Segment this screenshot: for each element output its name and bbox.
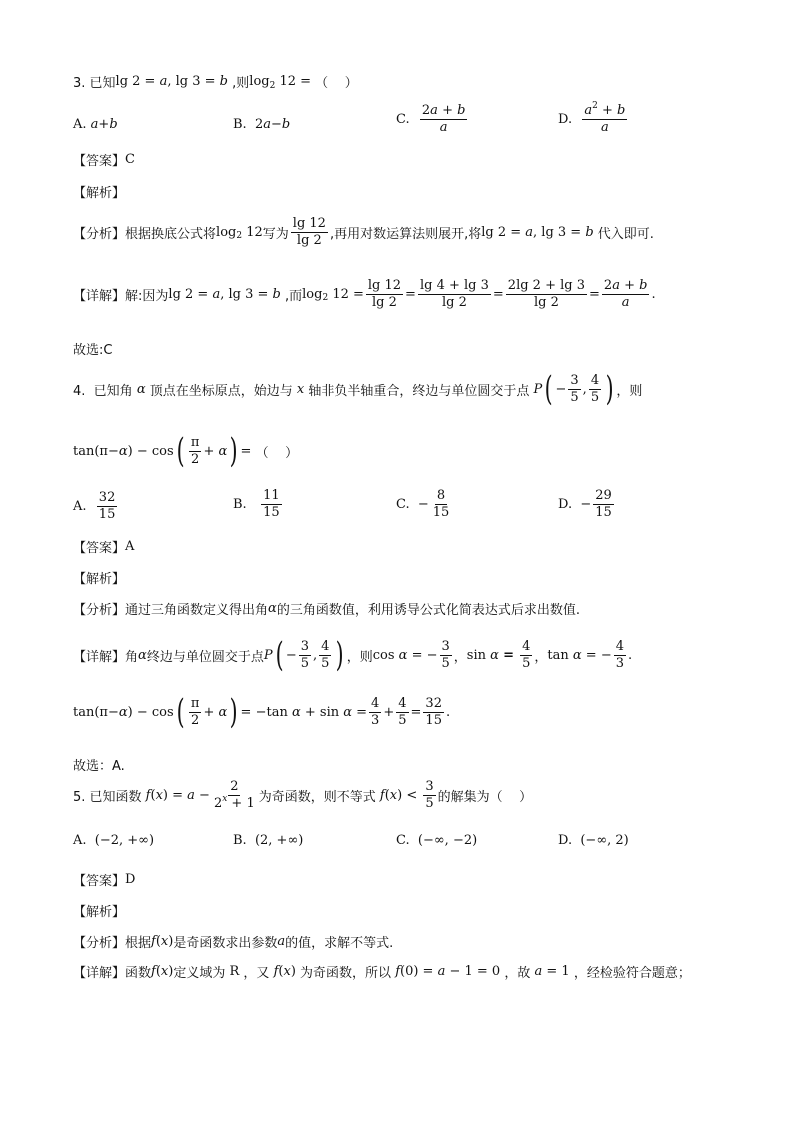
q3-option-b: B. 2 a − b [233,117,291,132]
q3-detail: 【详解】 解:因为 lg 2 = a , lg 3 = b ,而 log 2 12 = $\frac{\lg 12}{\lg 2}$ = $\frac{\lg 4 + \lg 3}{\lg 2}$ = $\frac{2\lg 2 + \lg 3}{\lg 2}$ = $\frac{2a + b}{a}$ . [73,278,656,310]
q5-option-d: D. (−∞, 2) [558,833,629,848]
q5-analysis: 【分析】 根据 f ( x ) 是奇函数求出参数 a 的值，求解不等式. [73,934,394,951]
q4-analysis: 【分析】 通过三角函数定义得出角 α 的三角函数值，利用诱导公式化简表达式后求出数值. [73,601,580,618]
q5-option-c: C. (−∞, −2) [396,833,478,848]
q5-analysis-tag: 【解析】 [73,905,126,920]
q3-option-a: A. a + b [73,117,118,132]
q3-answer [73,150,135,169]
q5-answer: 【答案】 D [73,872,136,889]
q4-detail-line1: 【详解】 角 α 终边与单位圆交于点 P ( − $\frac{3}{5}$ , $\frac{4}{5}$ ) ，则 cos α = − $\frac{3}{5}$ ， sin α = $\frac{4}{5}$ ， tan α = − $\frac{4}{3}$ . [73,635,633,675]
q5-stem: 5. 已知函数 f ( x ) = a − $\frac{2}{2^x + 1}$ 为奇函数，则不等式 f ( x ) < $\frac{3}{5}$ 的解集为（ ） [73,779,533,811]
q4-option-b: B. $\frac{11}{15}$ [233,488,280,520]
q3-choice: 故选:C [73,343,113,358]
q5-detail: 【详解】 函数 f ( x ) 定义域为 R ，又 f ( x ) 为奇函数，所以 f (0) = a − 1 = 0 ，故 a = 1 ，经检验符合题意； [73,964,691,981]
q3-option-d: D. $\frac{a^2 + b}{a}$ [558,101,626,135]
q4-stem-line1: 4. 已知角 α 顶点在坐标原点，始边与 x 轴非负半轴重合，终边与单位圆交于点 P ( − $\frac{3}{5}$ , $\frac{4}{5}$ ) ，则 [73,369,643,409]
q4-answer: 【答案】 A [73,539,135,556]
answer-value: C [125,152,135,167]
answer-tag: 【答案】 [73,154,126,169]
q4-analysis-tag: 【解析】 [73,572,126,587]
q4-option-d: D. − $\frac{29}{15}$ [558,488,612,520]
q5-option-b: B. (2, +∞) [233,833,304,848]
q4-option-c: C. − $\frac{8}{15}$ [396,488,450,520]
q4-option-a: A. $\frac{32}{15}$ [73,490,116,522]
q4-detail-line2: tan(π− α ) − cos ( $\frac{\pi}{2}$ + α ) = −tan α + sin α = $\frac{4}{3}$ + $\frac{4}{5}$ = $\frac{32}{15}$ . [73,692,451,732]
q5-option-a: A. (−2, +∞) [73,833,155,848]
q3-analysis-tag: 【解析】 [73,186,126,201]
q3-analysis: 【分析】 根据换底公式将 log 2 12 写为 $\frac{\lg 12}{\lg 2}$ ,再用对数运算法则展开,将 lg 2 = a , lg 3 = b 代入即可. [73,216,654,248]
q4-choice: 故选：A. [73,759,125,774]
q3-stem: 3. 已知 lg 2 = a , lg 3 = b ,则 log 2 12 = （ ） [73,74,358,91]
q3-option-c: C. $\frac{2a + b}{a}$ [396,103,466,135]
q4-stem-line2: tan(π− α ) − cos ( $\frac{\pi}{2}$ + α ) = （ ） [73,431,299,471]
